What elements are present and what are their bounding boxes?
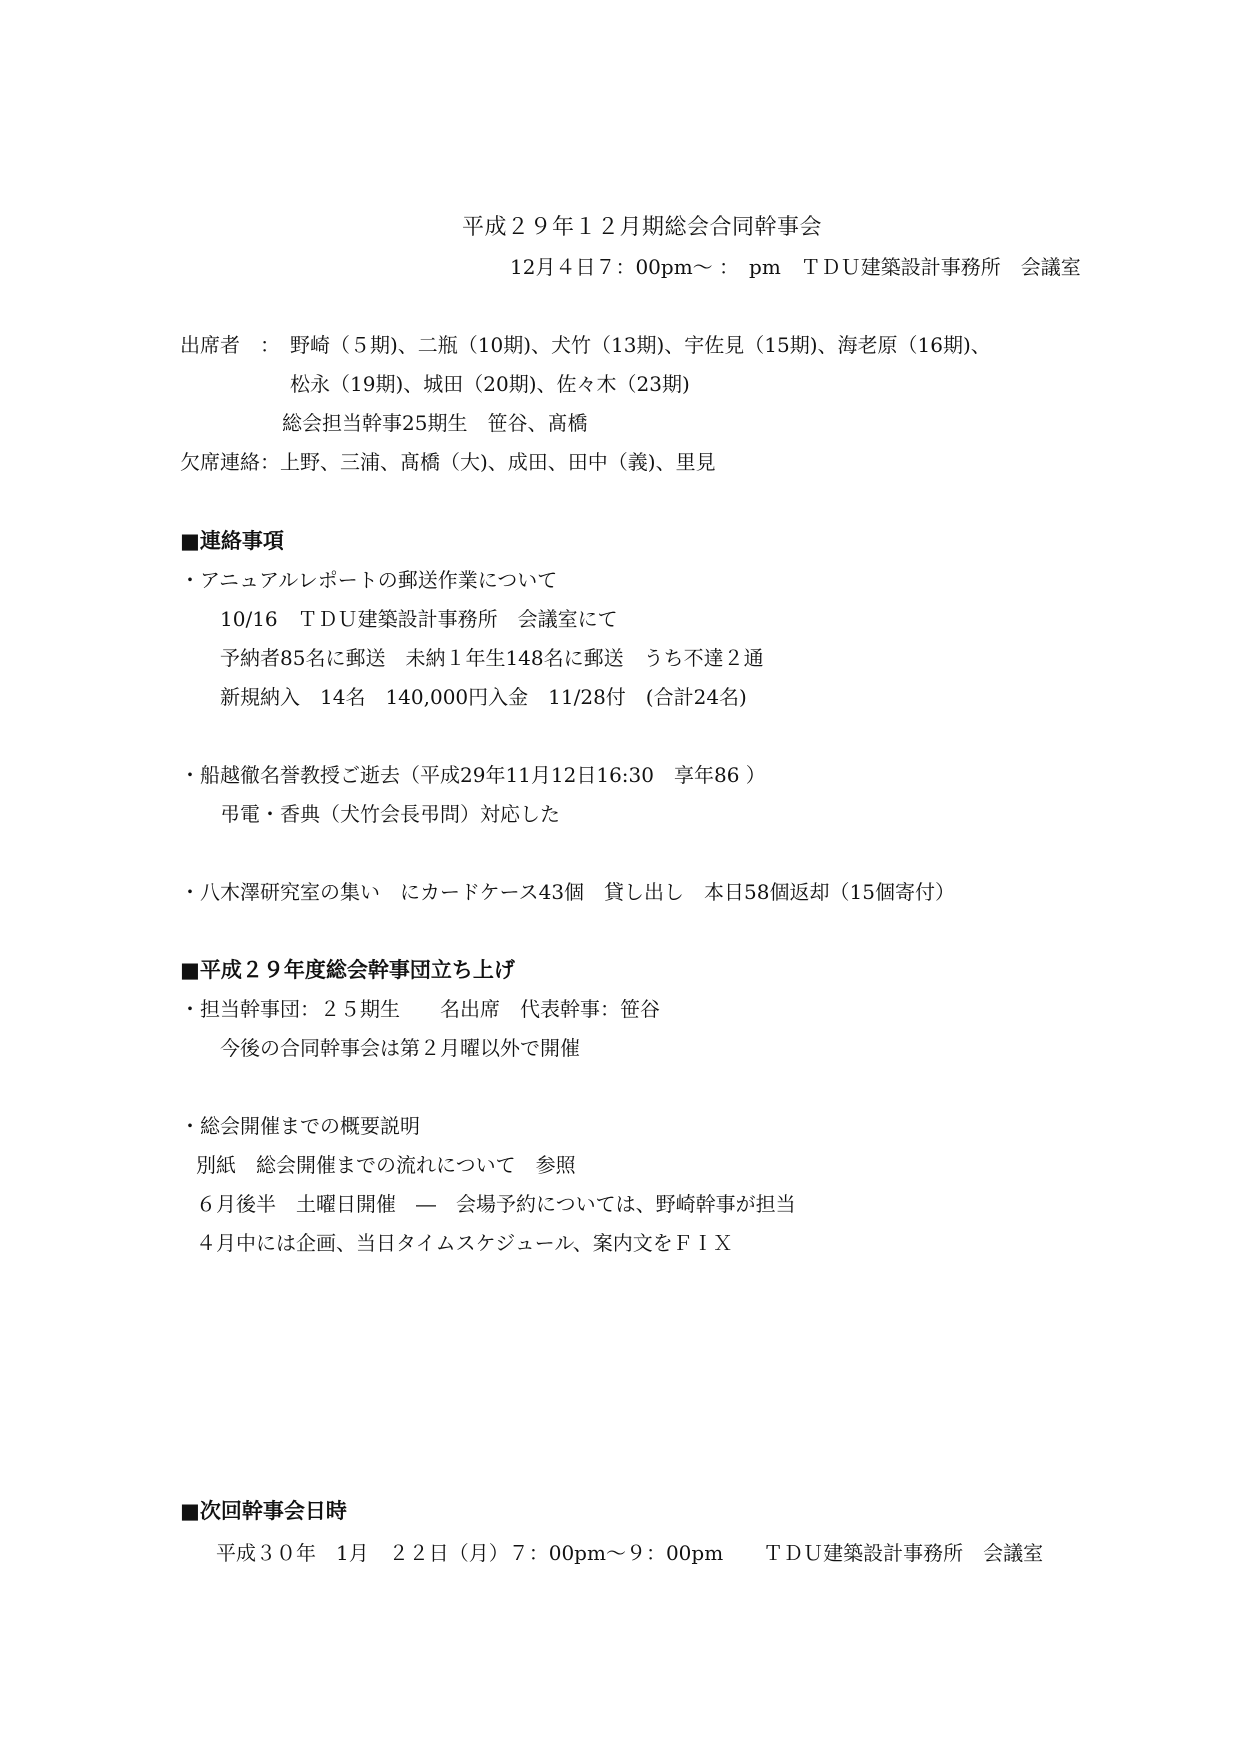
committee-title: ・担当幹事団：２５期生 名出席 代表幹事：笹谷 <box>180 997 660 1021</box>
funeral-line1: 弔電・香典（犬竹会長弔問）対応した <box>220 802 560 826</box>
document-title: 平成２９年１２月期総会合同幹事会 <box>462 215 823 240</box>
overview-title: ・総会開催までの概要説明 <box>180 1114 420 1138</box>
annual-report-line3: 新規納入 14名 140,000円入金 11/28付 (合計24名) <box>220 685 747 709</box>
overview-line1: 別紙 総会開催までの流れについて 参照 <box>196 1153 576 1177</box>
overview-line2: ６月後半 土曜日開催 ― 会場予約については、野崎幹事が担当 <box>196 1192 796 1216</box>
annual-report-line1: 10/16 ＴＤＵ建築設計事務所 会議室にて <box>220 607 618 631</box>
annual-report-line2: 予納者85名に郵送 未納１年生148名に郵送 うち不達２通 <box>220 646 764 670</box>
present-label: 出席者 ： <box>180 333 280 357</box>
overview-line3: ４月中には企画、当日タイムスケジュール、案内文をＦＩＸ <box>196 1231 733 1255</box>
present-list-line1: 野崎（５期)、二瓶（10期)、犬竹（13期)、宇佐見（15期)、海老原（16期)、 <box>290 333 991 357</box>
next-meeting-datetime: 平成３０年 1月 ２２日（月）７：00pm～９：00pm ＴＤＵ建築設計事務所 会議室 <box>216 1541 1044 1565</box>
absent-list: 上野、三浦、髙橋（大)、成田、田中（義)、里見 <box>280 450 716 474</box>
annual-report-title: ・アニュアルレポートの郵送作業について <box>180 568 558 592</box>
committee-line1: 今後の合同幹事会は第２月曜以外で開催 <box>220 1036 580 1060</box>
funeral-title: ・船越徹名誉教授ご逝去（平成29年11月12日16:30 享年86 ） <box>180 763 766 787</box>
section-heading-contact: ■連絡事項 <box>180 529 284 553</box>
present-list-line2: 松永（19期)、城田（20期)、佐々木（23期) <box>290 372 690 396</box>
meeting-info: 12月４日７：00pm～ ： pm ＴＤＵ建築設計事務所 会議室 <box>510 255 1081 279</box>
yagisawa-note: ・八木澤研究室の集い にカードケース43個 貸し出し 本日58個返却（15個寄付） <box>180 880 955 904</box>
section-heading-next-meeting: ■次回幹事会日時 <box>180 1499 347 1523</box>
present-list-line3: 総会担当幹事25期生 笹谷、髙橋 <box>282 411 588 435</box>
absent-label: 欠席連絡： <box>180 450 280 474</box>
section-heading-committee: ■平成２９年度総会幹事団立ち上げ <box>180 958 515 982</box>
